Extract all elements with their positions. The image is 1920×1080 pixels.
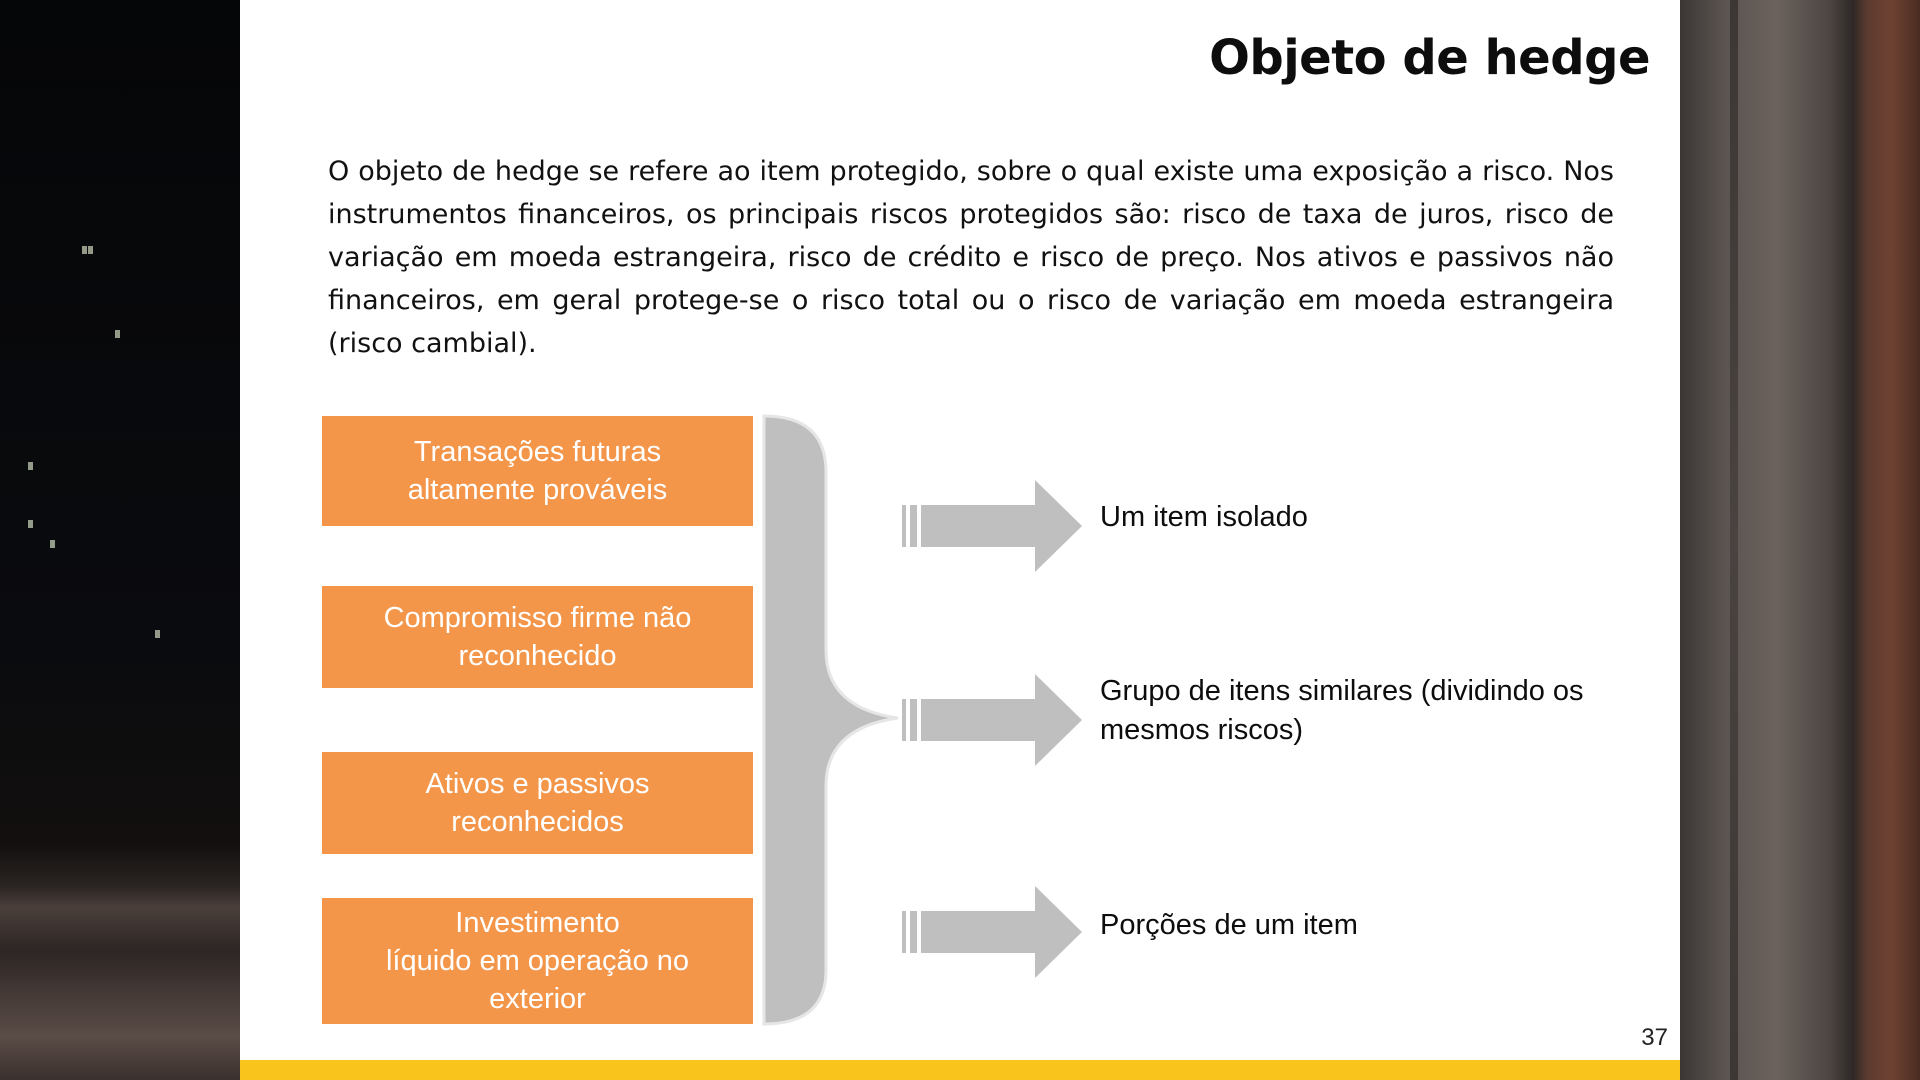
background-light [28,520,33,528]
slide-title: Objeto de hedge [1209,30,1650,86]
background-light [28,462,33,470]
hedge-item-box: Transações futuras altamente prováveis [322,416,753,526]
body-paragraph: O objeto de hedge se refere ao item protegido, sobre o qual existe uma exposição a risco. Nos instrumentos financeiros, os principais riscos protegidos são: risco de taxa de juros, risco de variação em moeda estrangeira, risco de crédito e risco de preço. Nos ativos e passivos não financeiros, em geral protege-se o risco total ou o risco de variação em moeda estrangeira (risco cambial). [328,156,1614,359]
footer-bar [240,1060,1680,1080]
background-light [50,540,55,548]
striped-right-arrow-icon [902,478,1082,574]
background-light [88,246,93,254]
striped-right-arrow-icon [902,672,1082,768]
hedge-item-box: Ativos e passivos reconhecidos [322,752,753,854]
striped-right-arrow-icon [902,884,1082,980]
background-light [82,246,87,254]
result-label: Um item isolado [1100,501,1308,533]
background-left-window [0,0,240,1080]
page-number: 37 [1641,1024,1668,1051]
slide [240,0,1680,1080]
background-right-wall [1680,0,1920,1080]
hedge-item-box: Compromisso firme não reconhecido [322,586,753,688]
hedge-item-box: Investimento líquido em operação no exterior [322,898,753,1024]
background-light [155,630,160,638]
result-label: Grupo de itens similares (dividindo os mesmos riscos) [1100,675,1584,746]
background-light [115,330,120,338]
result-label: Porções de um item [1100,909,1358,941]
